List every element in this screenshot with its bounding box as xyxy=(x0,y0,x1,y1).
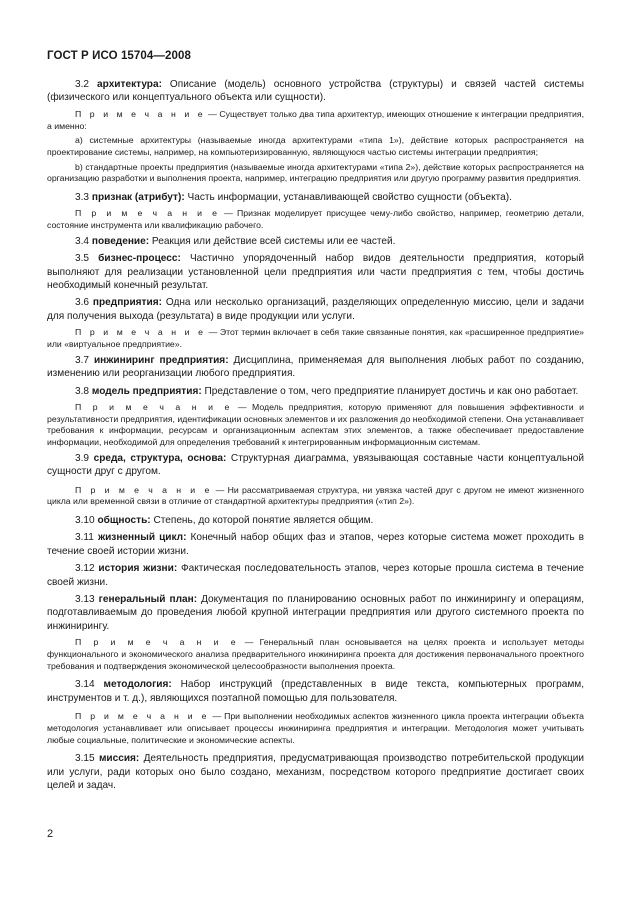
note-label: П р и м е ч а н и е xyxy=(75,637,239,648)
entry-number: 3.14 xyxy=(75,679,95,691)
entry-term: общность: xyxy=(97,514,151,526)
note-text: — Существует только два типа архитектур, имеющих отношение к интеграции предприятия, а именно: xyxy=(47,108,585,131)
entry-text: Конечный набор общих фаз и этапов, через которые система может проходить в течение своей истории жизни. xyxy=(47,532,584,557)
entry-3-5 xyxy=(47,252,584,292)
entry-text: Частично упорядоченный набор видов деятельности предприятия, который выполняют для реализации установленной цели предприятия или части предприятия с тем, чтобы достичь необходимый конечный результат. xyxy=(47,253,584,292)
entry-number: 3.12 xyxy=(75,563,95,575)
entry-term: поведение: xyxy=(91,235,150,247)
entry-text: Степень, до которой понятие является общим. xyxy=(150,514,374,526)
note-3-8 xyxy=(47,402,584,449)
entry-number: 3.7 xyxy=(75,354,90,366)
entry-3-4 xyxy=(47,235,584,248)
note-text: — Генеральный план основывается на целях проекта и использует методы функционального и экономического анализа предварительного инжиниринга проекта для достижения первоначального проектного требования и подтверждения экономической целесообразности выполнения проекта. xyxy=(47,637,585,671)
entry-number: 3.6 xyxy=(75,297,90,309)
entry-number: 3.13 xyxy=(75,593,95,605)
entry-term: методология: xyxy=(103,679,172,691)
entry-text: Фактическая последовательность этапов, через которые прошла система в течение своей жизни. xyxy=(47,563,584,588)
note-label: П р и м е ч а н и е xyxy=(75,208,221,219)
entry-3-8 xyxy=(47,385,584,398)
note-label: П р и м е ч а н и е xyxy=(75,108,206,119)
entry-text: Дисциплина, применяемая для выполнения любых работ по созданию, изменению или реорганизации любого предприятия. xyxy=(47,354,584,380)
entry-term: признак (атрибут): xyxy=(91,192,185,204)
note-3-14 xyxy=(47,711,584,746)
entry-number: 3.2 xyxy=(75,79,90,90)
note-3-13 xyxy=(47,637,584,672)
entry-term: генеральный план: xyxy=(98,593,198,605)
entry-text: Структурная диаграмма, увязывающая составные части концептуальной сущности друг с другом. xyxy=(47,452,585,478)
entry-number: 3.5 xyxy=(75,253,90,265)
entry-term: история жизни: xyxy=(98,563,178,575)
note-3-6 xyxy=(47,327,584,350)
entry-3-3 xyxy=(47,191,584,204)
note-3-3 xyxy=(47,208,584,231)
entry-text: Документация по планированию основных работ по инжинирингу и операциям, подготавливаемым до проведения любой крупной интеграции предприятия или другого системного проекта по инжинирингу. xyxy=(47,593,584,632)
entry-3-11 xyxy=(47,531,584,558)
entry-3-15 xyxy=(47,752,584,792)
entry-3-6 xyxy=(47,296,584,323)
entry-number: 3.4 xyxy=(75,235,90,247)
note-text: — Этот термин включает в себя такие связанные понятия, как «расширенное предприятие» или «виртуальное предприятие». xyxy=(47,327,585,349)
note-label: П р и м е ч а н и е xyxy=(75,327,206,338)
entry-term: инжиниринг предприятия: xyxy=(93,354,229,366)
entry-text: Деятельность предприятия, предусматривающая производство потребительской продукции или услуги, ради которых оно было создано, механизм, посредством которого предприятие достигает своих целей и задач. xyxy=(47,753,584,792)
entry-term: среда, структура, основа: xyxy=(93,452,227,464)
note-label: П р и м е ч а н и е xyxy=(75,401,233,412)
note-text: — Признак моделирует присущее чему-либо свойство, например, геометрию детали, состояние инструмента или квалификацию рабочего. xyxy=(47,208,585,231)
entry-3-2 xyxy=(47,78,584,105)
entry-3-10 xyxy=(47,514,584,527)
entry-term: миссия: xyxy=(98,753,140,765)
note-3-2 xyxy=(47,109,584,132)
note-label: П р и м е ч а н и е xyxy=(75,484,213,495)
entry-term: архитектура: xyxy=(97,79,162,90)
entry-number: 3.3 xyxy=(75,192,90,204)
note-text: — Модель предприятия, которую применяют для повышения эффективности и результативности предприятия, идентификации основных элементов и их разложения до необходимой степени. Она устанавливает требования к информации, ресурсам и организационным аспектам этих элементов, а также обеспечивает предоставление информации, необходимой для определения требований к интегрированным информационным системам. xyxy=(47,401,585,448)
note-label: П р и м е ч а н и е xyxy=(75,711,210,722)
entry-number: 3.8 xyxy=(75,385,90,397)
note-text: — Ни рассматриваемая структура, ни увязка частей друг с другом не имеют жизненного цикла или временной связи в отличие от стандартной архитектуры предприятия («тип 2»). xyxy=(47,484,584,507)
entry-text: Набор инструкций (представленных в виде текста, компьютерных программ, инструментов и т. д.), являющихся поэтапной помощью для пользователя. xyxy=(47,679,584,704)
note-3-9 xyxy=(47,485,584,508)
entry-number: 3.11 xyxy=(75,532,94,544)
note-text: — При выполнении необходимых аспектов жизненного цикла проекта интеграции объекта методология устанавливает или описывает процессы инжиниринга предприятия и интеграции. Методология может учитывать любые социальные, политические и экономические аспекты. xyxy=(47,711,584,745)
entry-term: модель предприятия: xyxy=(91,385,202,397)
entry-number: 3.9 xyxy=(75,452,90,464)
note-3-2-b: b) стандартные проекты предприятия (называемые иногда архитектурами «типа 2»), действие которых распространяется на организацию разработки и выполнения проекта, например, интеграцию предприятия или другую программу развития предприятия. xyxy=(47,161,584,184)
page-number: 2 xyxy=(47,828,54,840)
entry-term: жизненный цикл: xyxy=(97,532,187,544)
entry-text: Одна или несколько организаций, разделяющих определенную миссию, цели и задачи для получения выхода (результата) в виде продукции или услуги. xyxy=(47,297,584,322)
entry-term: предприятия: xyxy=(92,297,162,309)
entry-text: Часть информации, устанавливающей свойство сущности (объекта). xyxy=(184,192,512,204)
entry-text: Реакция или действие всей системы или ее частей. xyxy=(149,235,396,247)
entry-3-9 xyxy=(47,452,584,479)
entry-text: Описание (модель) основного устройства (структуры) и связей частей системы (физического или концептуального объекта или сущности). xyxy=(47,79,584,104)
document-body xyxy=(47,78,584,796)
entry-3-12 xyxy=(47,562,584,589)
entry-3-13 xyxy=(47,593,584,633)
entry-3-14 xyxy=(47,678,584,705)
entry-number: 3.10 xyxy=(75,514,95,526)
document-header: ГОСТ Р ИСО 15704—2008 xyxy=(47,50,192,62)
note-3-2-a: a) системные архитектуры (называемые иногда архитектурами «типа 1»), действие которых распространяется на проектирование системы, например, на компьютеризированную, являющуюся частью системы интеграции предприятия; xyxy=(47,135,584,157)
entry-3-7 xyxy=(47,354,584,381)
entry-term: бизнес-процесс: xyxy=(98,253,181,265)
entry-text: Представление о том, чего предприятие планирует достичь и как оно работает. xyxy=(201,385,579,397)
entry-number: 3.15 xyxy=(75,753,95,765)
